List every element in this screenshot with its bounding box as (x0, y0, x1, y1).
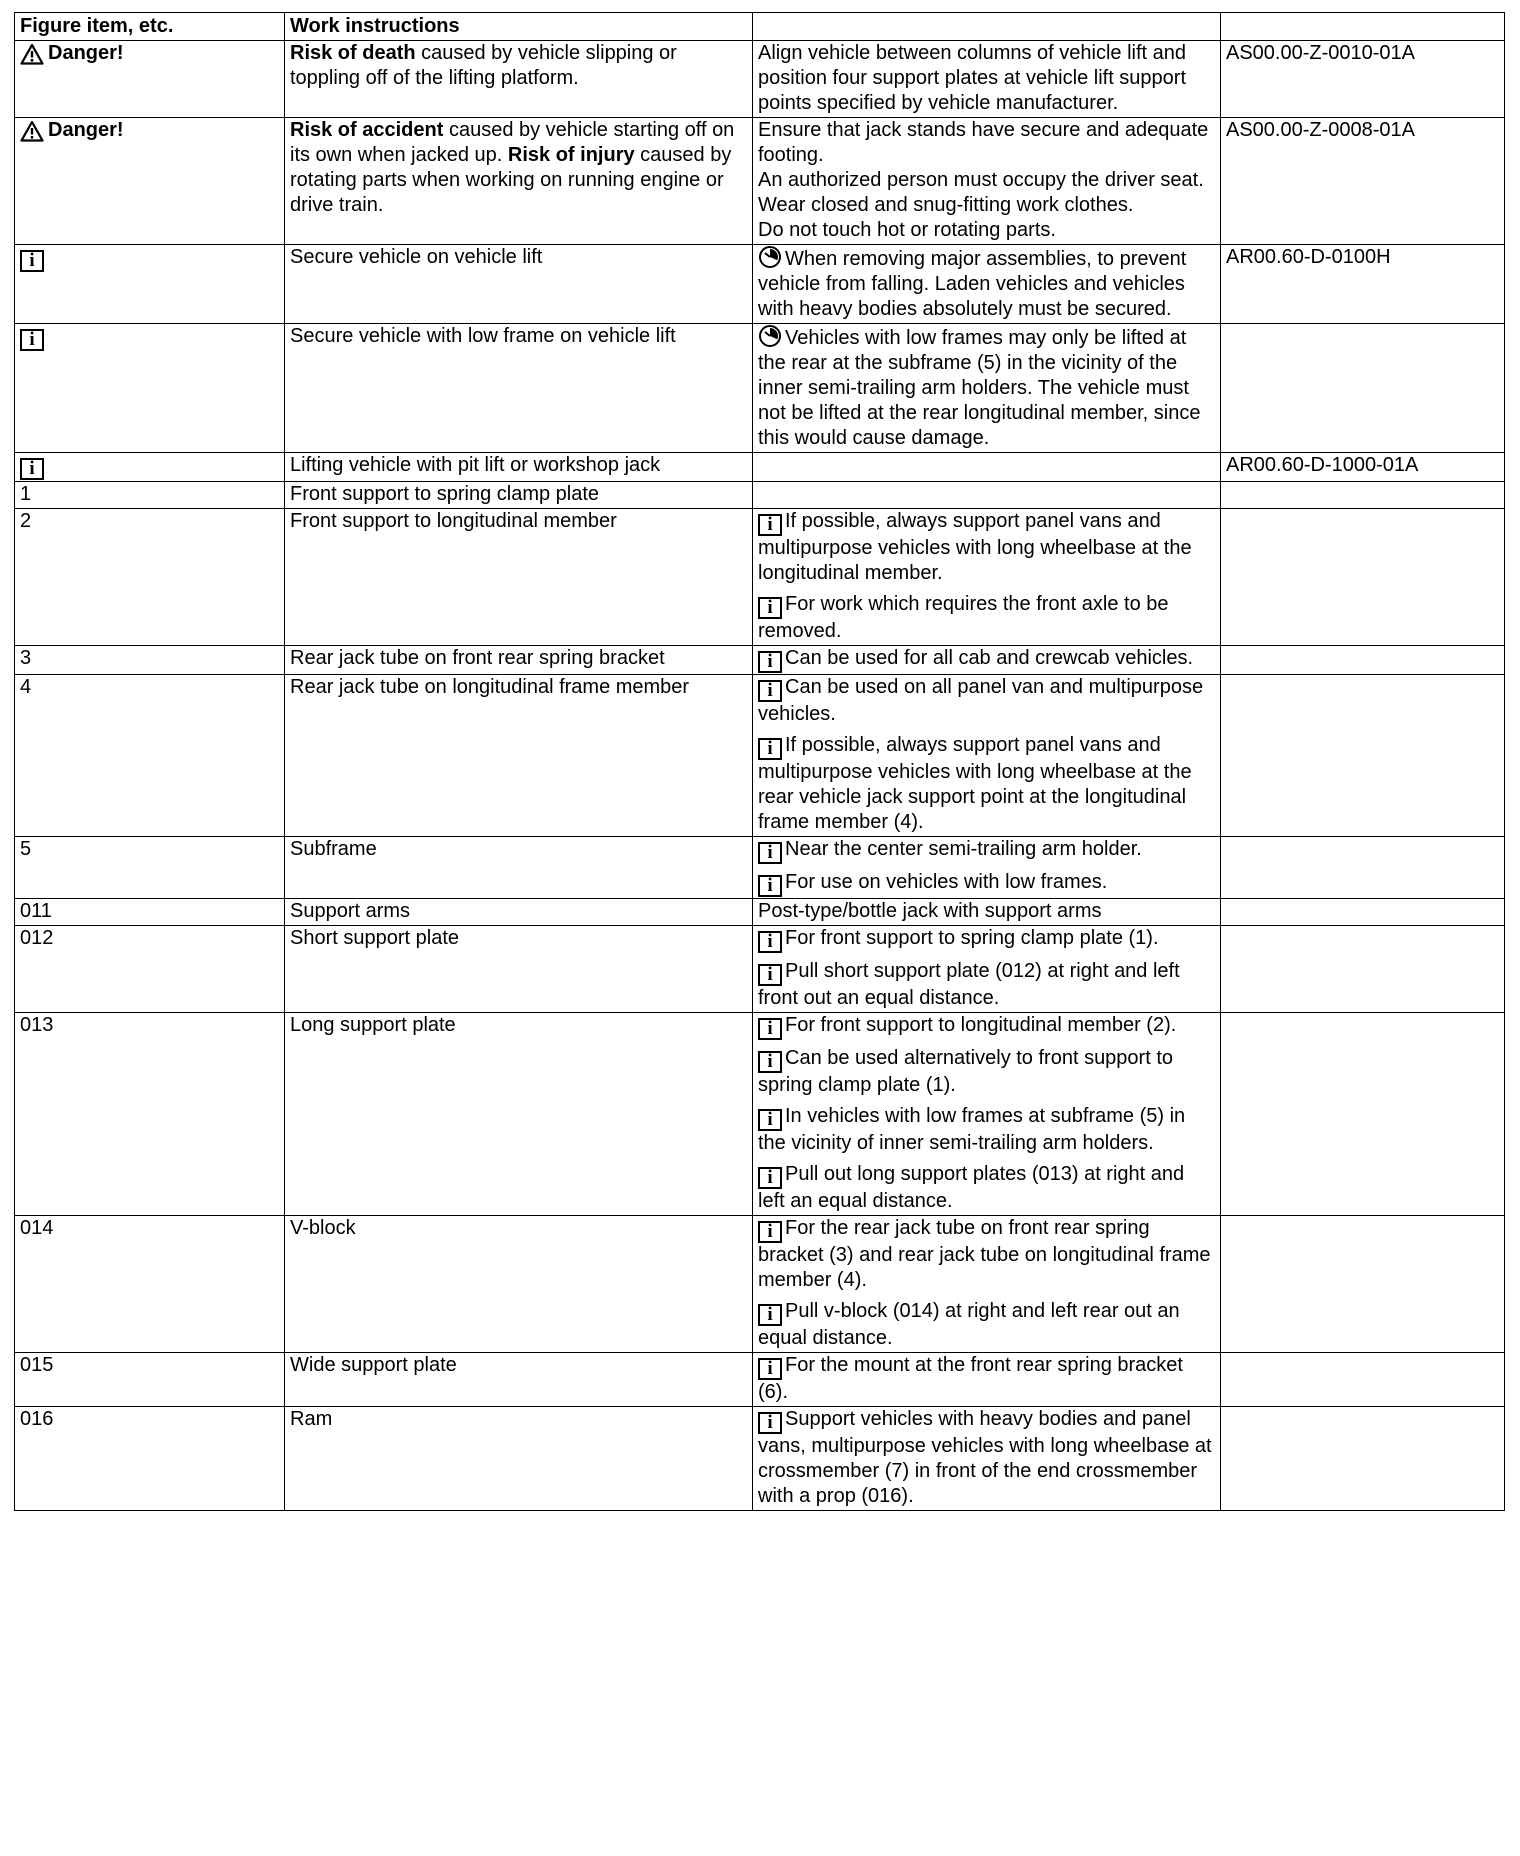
note-paragraph (758, 509, 1215, 586)
table-row (15, 453, 1505, 482)
note-paragraph (758, 193, 1215, 218)
table-row (15, 509, 1505, 646)
figure-item-number: 5 (20, 838, 32, 860)
note-text: Wear closed and snug-fitting work clothes. (758, 194, 1134, 216)
notes-cell (753, 41, 1221, 118)
warning-triangle-icon (20, 43, 44, 65)
notes-cell (753, 1353, 1221, 1407)
reference-cell (1221, 1216, 1505, 1353)
note-paragraph (758, 870, 1215, 897)
info-icon: i (758, 514, 782, 536)
work-instruction-cell (285, 646, 753, 675)
table-row (15, 1216, 1505, 1353)
work-instruction-cell (285, 245, 753, 324)
note-paragraph (758, 1104, 1215, 1156)
figure-item-cell (15, 646, 285, 675)
header-reference (1221, 13, 1505, 41)
table-row (15, 1013, 1505, 1216)
note-text: Vehicles with low frames may only be lifted at the rear at the subframe (5) in the vicinity of the inner semi-trailing arm holders. The vehicle must not be lifted at the rear longitudinal member, since this would cause damage. (758, 327, 1201, 449)
instruction-text: caused by vehicle slipping or toppling off of the lifting platform. (290, 42, 677, 89)
table-row (15, 41, 1505, 118)
instruction-text: Ram (290, 1408, 333, 1430)
reference-cell (1221, 41, 1505, 118)
reference-cell (1221, 837, 1505, 899)
instruction-text: Subframe (290, 838, 377, 860)
figure-item-cell (15, 41, 285, 118)
note-text: Near the center semi-trailing arm holder. (785, 838, 1142, 860)
info-icon: i (758, 597, 782, 619)
reference-cell (1221, 1013, 1505, 1216)
figure-item-cell (15, 453, 285, 482)
table-body (15, 41, 1505, 1511)
figure-item-cell (15, 482, 285, 509)
figure-item-number: 014 (20, 1217, 54, 1239)
note-paragraph (758, 592, 1215, 644)
figure-item-cell (15, 926, 285, 1013)
table-row (15, 1407, 1505, 1511)
table-row (15, 1353, 1505, 1407)
danger-label (20, 41, 124, 66)
note-text: For the mount at the front rear spring bracket (6). (758, 1354, 1183, 1403)
table-row (15, 324, 1505, 453)
table-row (15, 926, 1505, 1013)
note-paragraph (758, 959, 1215, 1011)
work-instruction-cell (285, 926, 753, 1013)
note-text: Do not touch hot or rotating parts. (758, 219, 1056, 241)
note-text: Align vehicle between columns of vehicle lift and position four support plates at vehicle lift support points specified by vehicle manufacturer. (758, 42, 1187, 114)
work-instruction-cell (285, 482, 753, 509)
instruction-text: Rear jack tube on front rear spring bracket (290, 647, 665, 669)
table-row (15, 837, 1505, 899)
note-paragraph (758, 899, 1215, 924)
note-text: If possible, always support panel vans and multipurpose vehicles with long wheelbase at the rear vehicle jack support point at the longitudinal frame member (4). (758, 734, 1192, 833)
instruction-text: Rear jack tube on longitudinal frame member (290, 676, 690, 698)
work-instruction-cell (285, 453, 753, 482)
info-icon: i (758, 1018, 782, 1040)
notes-cell (753, 1216, 1221, 1353)
note-text: Support vehicles with heavy bodies and panel vans, multipurpose vehicles with long wheelbase at crossmember (7) in front of the end crossmember with a prop (016). (758, 1408, 1212, 1507)
note-paragraph (758, 926, 1215, 953)
info-icon: i (758, 931, 782, 953)
figure-item-cell (15, 1353, 285, 1407)
info-icon: i (758, 1412, 782, 1434)
instruction-text: Long support plate (290, 1014, 456, 1036)
figure-item-number: 012 (20, 927, 54, 949)
document-reference: AR00.60-D-1000-01A (1226, 454, 1419, 476)
table-header (15, 13, 1505, 41)
note-paragraph (758, 675, 1215, 727)
danger-text: Danger! (48, 119, 124, 141)
note-paragraph (758, 1013, 1215, 1040)
instruction-text: V-block (290, 1217, 356, 1239)
instruction-text: Secure vehicle with low frame on vehicle lift (290, 325, 676, 347)
figure-item-number: 013 (20, 1014, 54, 1036)
instruction-text: caused by vehicle starting off on its own when jacked up. (290, 119, 735, 166)
notes-cell (753, 245, 1221, 324)
note-paragraph (758, 245, 1215, 322)
work-instruction-cell (285, 1353, 753, 1407)
note-paragraph (758, 733, 1215, 835)
work-instructions-table (14, 12, 1505, 1511)
reference-cell (1221, 482, 1505, 509)
work-instruction-cell (285, 1013, 753, 1216)
reference-cell (1221, 646, 1505, 675)
note-text: If possible, always support panel vans and multipurpose vehicles with long wheelbase at the longitudinal member. (758, 510, 1192, 584)
note-paragraph (758, 324, 1215, 451)
info-icon: i (20, 250, 44, 272)
clock-note-icon (758, 245, 782, 269)
instruction-text: Front support to spring clamp plate (290, 483, 600, 505)
work-instruction-cell (285, 324, 753, 453)
note-text: For front support to longitudinal member (2). (785, 1014, 1177, 1036)
note-text: An authorized person must occupy the driver seat. (758, 169, 1204, 191)
notes-cell (753, 899, 1221, 926)
danger-text: Danger! (48, 42, 124, 64)
document-reference: AR00.60-D-0100H (1226, 246, 1391, 268)
figure-item-number: 4 (20, 676, 32, 698)
info-icon: i (758, 842, 782, 864)
reference-cell (1221, 118, 1505, 245)
table-row (15, 899, 1505, 926)
work-instruction-cell (285, 1216, 753, 1353)
info-icon: i (758, 1221, 782, 1243)
figure-item-cell (15, 837, 285, 899)
reference-cell (1221, 899, 1505, 926)
note-text: Post-type/bottle jack with support arms (758, 900, 1102, 922)
note-text: For front support to spring clamp plate (1). (785, 927, 1159, 949)
instruction-text: caused by rotating parts when working on running engine or drive train. (290, 144, 732, 216)
info-icon: i (758, 1109, 782, 1131)
reference-cell (1221, 245, 1505, 324)
note-paragraph (758, 1046, 1215, 1098)
notes-cell (753, 453, 1221, 482)
info-icon: i (20, 329, 44, 351)
note-paragraph (758, 646, 1215, 673)
figure-item-number: 011 (20, 900, 52, 922)
note-text: Can be used alternatively to front support to spring clamp plate (1). (758, 1047, 1174, 1096)
document-reference: AS00.00-Z-0008-01A (1226, 119, 1416, 141)
note-text: Pull short support plate (012) at right and left front out an equal distance. (758, 960, 1180, 1009)
clock-note-icon (758, 324, 782, 348)
note-paragraph (758, 1299, 1215, 1351)
header-work-instructions: Work instructions (285, 13, 753, 41)
info-icon: i (758, 680, 782, 702)
note-text: In vehicles with low frames at subframe (5) in the vicinity of inner semi-trailing arm holders. (758, 1105, 1186, 1154)
reference-cell (1221, 453, 1505, 482)
note-text: Pull out long support plates (013) at right and left an equal distance. (758, 1163, 1185, 1212)
notes-cell (753, 837, 1221, 899)
work-instruction-cell (285, 675, 753, 837)
note-paragraph (758, 1216, 1215, 1293)
note-paragraph (758, 1162, 1215, 1214)
reference-cell (1221, 1353, 1505, 1407)
notes-cell (753, 646, 1221, 675)
notes-cell (753, 118, 1221, 245)
note-text: Pull v-block (014) at right and left rear out an equal distance. (758, 1300, 1180, 1349)
note-text: For the rear jack tube on front rear spring bracket (3) and rear jack tube on longitudinal frame member (4). (758, 1217, 1211, 1291)
info-icon: i (758, 651, 782, 673)
instruction-text: Wide support plate (290, 1354, 457, 1376)
info-icon: i (758, 875, 782, 897)
figure-item-cell (15, 324, 285, 453)
notes-cell (753, 1013, 1221, 1216)
reference-cell (1221, 1407, 1505, 1511)
reference-cell (1221, 324, 1505, 453)
instruction-emphasis: Risk of accident (290, 119, 444, 141)
figure-item-number: 3 (20, 647, 32, 669)
notes-cell (753, 926, 1221, 1013)
note-paragraph (758, 168, 1215, 193)
note-paragraph (758, 1353, 1215, 1405)
figure-item-number: 015 (20, 1354, 54, 1376)
header-row (15, 13, 1505, 41)
note-text: When removing major assemblies, to prevent vehicle from falling. Laden vehicles and vehicles with heavy bodies absolutely must be secured. (758, 248, 1187, 320)
figure-item-cell (15, 1013, 285, 1216)
warning-triangle-icon (20, 120, 44, 142)
figure-item-cell (15, 118, 285, 245)
figure-item-cell (15, 899, 285, 926)
info-icon: i (758, 1051, 782, 1073)
reference-cell (1221, 926, 1505, 1013)
table-row (15, 646, 1505, 675)
notes-cell (753, 675, 1221, 837)
figure-item-cell (15, 1407, 285, 1511)
instruction-text: Lifting vehicle with pit lift or workshop jack (290, 454, 661, 476)
instruction-text: Support arms (290, 900, 411, 922)
instruction-emphasis: Risk of death (290, 42, 416, 64)
figure-item-cell (15, 675, 285, 837)
notes-cell (753, 324, 1221, 453)
work-instruction-cell (285, 837, 753, 899)
note-text: For work which requires the front axle to be removed. (758, 593, 1169, 642)
info-icon: i (758, 738, 782, 760)
notes-cell (753, 482, 1221, 509)
info-icon: i (758, 964, 782, 986)
table-row (15, 482, 1505, 509)
work-instruction-cell (285, 899, 753, 926)
notes-cell (753, 509, 1221, 646)
work-instruction-cell (285, 118, 753, 245)
danger-label (20, 118, 124, 143)
table-row (15, 675, 1505, 837)
note-paragraph (758, 837, 1215, 864)
instruction-emphasis: Risk of injury (507, 144, 635, 166)
note-paragraph (758, 218, 1215, 243)
header-figure-item: Figure item, etc. (15, 13, 285, 41)
instruction-text: Short support plate (290, 927, 459, 949)
table-row (15, 245, 1505, 324)
work-instruction-cell (285, 41, 753, 118)
figure-item-number: 1 (20, 483, 32, 505)
note-text: Can be used for all cab and crewcab vehicles. (785, 647, 1194, 669)
note-paragraph (758, 118, 1215, 168)
notes-cell (753, 1407, 1221, 1511)
note-text: For use on vehicles with low frames. (785, 871, 1108, 893)
instruction-text: Front support to longitudinal member (290, 510, 617, 532)
document-reference: AS00.00-Z-0010-01A (1226, 42, 1416, 64)
reference-cell (1221, 509, 1505, 646)
instruction-text: Secure vehicle on vehicle lift (290, 246, 543, 268)
figure-item-cell (15, 245, 285, 324)
figure-item-cell (15, 509, 285, 646)
figure-item-number: 2 (20, 510, 32, 532)
table-row (15, 118, 1505, 245)
note-paragraph (758, 41, 1215, 116)
note-text: Can be used on all panel van and multipurpose vehicles. (758, 676, 1204, 725)
note-text: Ensure that jack stands have secure and adequate footing. (758, 119, 1209, 166)
figure-item-cell (15, 1216, 285, 1353)
info-icon: i (758, 1358, 782, 1380)
note-paragraph (758, 1407, 1215, 1509)
reference-cell (1221, 675, 1505, 837)
work-instruction-cell (285, 509, 753, 646)
figure-item-number: 016 (20, 1408, 54, 1430)
info-icon: i (758, 1304, 782, 1326)
work-instruction-cell (285, 1407, 753, 1511)
info-icon: i (758, 1167, 782, 1189)
header-notes (753, 13, 1221, 41)
info-icon: i (20, 458, 44, 480)
